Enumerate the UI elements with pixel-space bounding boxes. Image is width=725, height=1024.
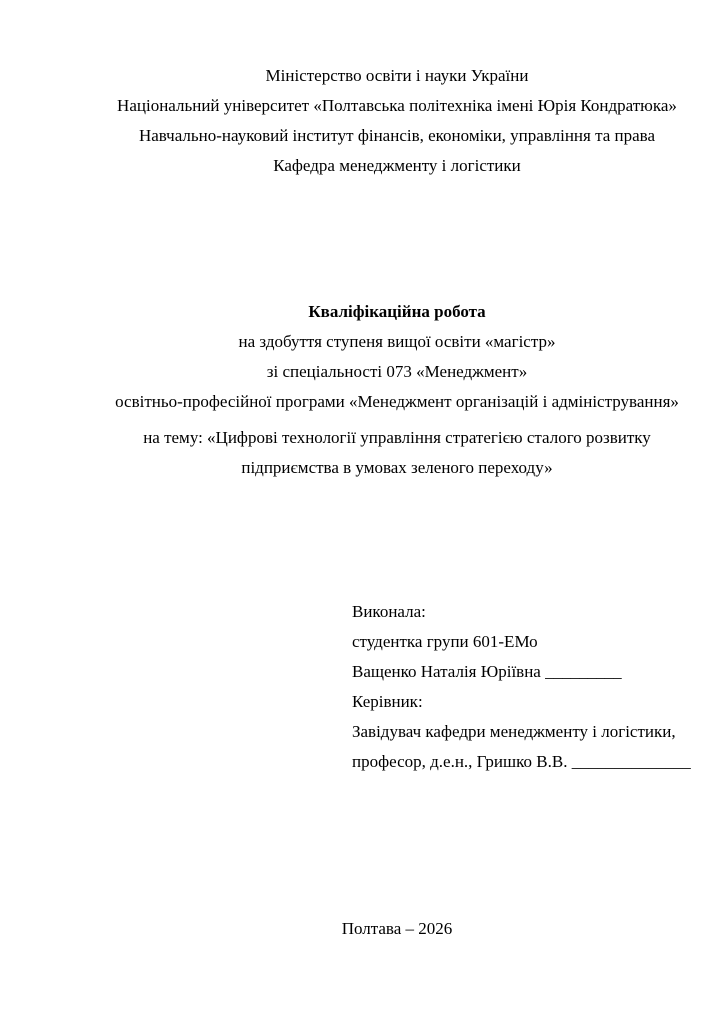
supervisor-name-signature-line: професор, д.е.н., Гришко В.В. ______________: [352, 752, 691, 771]
institution-header: [103, 0, 691, 181]
supervisor-label: Керівник:: [352, 692, 423, 711]
ministry-line: Міністерство освіти і науки України: [265, 66, 529, 85]
topic-line-2: підприємства в умовах зеленого переходу»: [241, 458, 553, 477]
work-title: Кваліфікаційна робота: [308, 302, 486, 321]
performed-by-label: Виконала:: [352, 602, 426, 621]
footer: [103, 914, 691, 944]
student-name-signature-line: Ващенко Наталія Юріївна _________: [352, 662, 622, 681]
title-block: [103, 297, 691, 483]
specialty-line: зі спеціальності 073 «Менеджмент»: [266, 362, 528, 381]
student-group-line: студентка групи 601-ЕМо: [352, 632, 538, 651]
city-year: Полтава – 2026: [341, 919, 453, 938]
author-block: [352, 597, 691, 777]
degree-line: на здобуття ступеня вищої освіти «магістр»: [238, 332, 556, 351]
university-line: Національний університет «Полтавська політехніка імені Юрія Кондратюка»: [117, 96, 677, 115]
supervisor-position-line: Завідувач кафедри менеджменту і логістики,: [352, 722, 676, 741]
program-line: освітньо-професійної програми «Менеджмент організацій і адміністрування»: [115, 392, 679, 411]
institute-line: Навчально-науковий інститут фінансів, економіки, управління та права: [138, 126, 656, 145]
department-line: Кафедра менеджменту і логістики: [273, 156, 521, 175]
topic-line-1: на тему: «Цифрові технології управління стратегією сталого розвитку: [143, 428, 651, 447]
